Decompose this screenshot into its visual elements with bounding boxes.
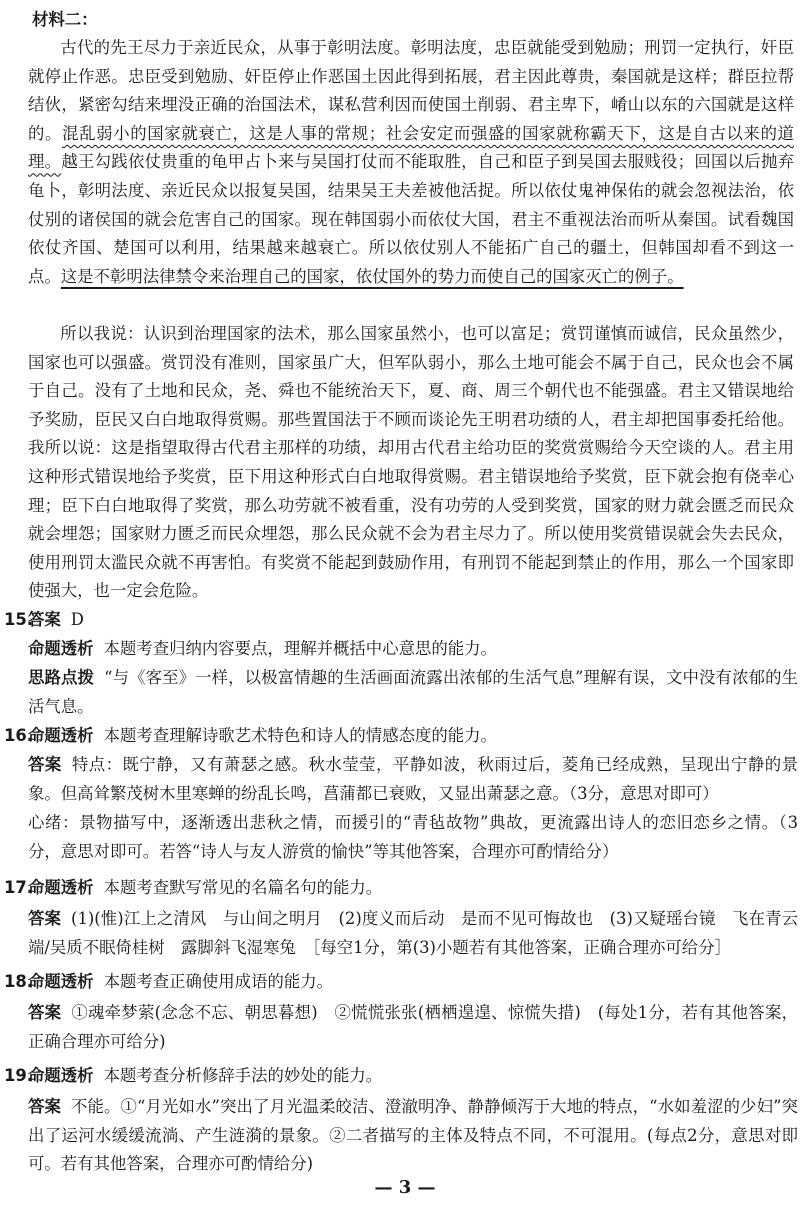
question-number: 17. bbox=[4, 878, 34, 897]
material-paragraph-2 bbox=[28, 320, 794, 606]
analysis-text: 本题考查分析修辞手法的妙处的能力。 bbox=[103, 1066, 383, 1085]
analysis-text: 本题考查理解诗歌艺术特色和诗人的情感态度的能力。 bbox=[103, 726, 497, 745]
answer-label: 答案 bbox=[28, 755, 62, 774]
answer-row bbox=[28, 999, 798, 1056]
question-number: 19. bbox=[4, 1066, 34, 1085]
material-paragraph-1 bbox=[28, 34, 794, 291]
question-number: 18. bbox=[4, 972, 34, 991]
analysis-row bbox=[28, 722, 798, 751]
question-number: 15. bbox=[4, 610, 34, 629]
answer-text: 特点：既宁静，又有萧瑟之感。秋水莹莹，平静如波，秋雨过后，菱角已经成熟，呈现出宁静的景象。但高耸繁茂树木里寒蝉的纷乱长鸣，菖蒲都已衰败，又显出萧瑟之意。（3分，意思对即可） bbox=[28, 755, 799, 803]
answer-text: (1)(惟)江上之清风 与山间之明月 (2)度义而后动 是而不见可悔故也 (3)又疑瑶台镜 飞在青云端/吴质不眠倚桂树 露脚斜飞湿寒兔 ［每空1分，第(3)小题若有其他答案，正确合理亦可给分］ bbox=[28, 909, 799, 957]
analysis-text: 本题考查默写常见的名篇名句的能力。 bbox=[103, 878, 383, 897]
analysis-label: 命题透析 bbox=[28, 639, 94, 658]
answer-row bbox=[28, 606, 798, 635]
hint-label: 思路点拨 bbox=[28, 668, 95, 687]
hint-row bbox=[28, 664, 798, 721]
paragraph-1-text: 古代的先王尽力于亲近民众，从事于彰明法度。彰明法度，忠臣就能受到勉励；刑罚一定执行，奸臣就停止作恶。忠臣受到勉励、奸臣停止作恶国土因此得到拓展，君主因此尊贵，秦国就是这样；群臣拉帮结伙，紧密勾结来埋没正确的治国法术，谋私营利因而使国土削弱、君主卑下，崤山以东的六国就是这样的。 bbox=[28, 38, 794, 143]
question-number: 16. bbox=[4, 726, 34, 745]
analysis-row bbox=[28, 635, 798, 664]
answer-label: 答案 bbox=[28, 1003, 62, 1022]
hint-text: “与《客至》一样，以极富情趣的生活画面流露出浓郁的生活气息”理解有误，文中没有浓郁的生活气息。 bbox=[28, 668, 798, 716]
analysis-label: 命题透析 bbox=[28, 972, 94, 991]
analysis-label: 命题透析 bbox=[28, 726, 94, 745]
analysis-text: 本题考查归纳内容要点，理解并概括中心意思的能力。 bbox=[103, 639, 497, 658]
answer-row bbox=[28, 905, 798, 962]
mood-text: 心绪：景物描写中，逐渐透出悲秋之情，而援引的“青毡故物”典故，更流露出诗人的恋旧恋乡之情。（3分，意思对即可。若答“诗人与友人游赏的愉快”等其他答案，合理亦可酌情给分） bbox=[28, 813, 798, 861]
analysis-label: 命题透析 bbox=[28, 1066, 94, 1085]
mood-row bbox=[28, 809, 798, 866]
answer-label: 答案 bbox=[28, 909, 62, 928]
answer-text: D bbox=[70, 610, 84, 629]
analysis-row bbox=[28, 968, 798, 997]
answer-label: 答案 bbox=[28, 610, 61, 629]
wavy-underlined-sentence: 混乱弱小的国家就衰亡，这是人事的常规；社会安定而强盛的国家就称霸天下，这是自古以来的道理。 bbox=[28, 123, 795, 172]
page-number: — 3 — bbox=[374, 1177, 436, 1198]
answer-label: 答案 bbox=[28, 1097, 62, 1116]
answer-row bbox=[28, 1093, 798, 1179]
answer-text: 不能。①“月光如水”突出了月光温柔皎洁、澄澈明净、静静倾泻于大地的特点，“水如羞涩的少妇”突出了运河水缓缓流淌、产生涟漪的景象。②二者描写的主体及特点不同，不可混用。(每点2分，意思对即可。若有其他答案，合理亦可酌情给分) bbox=[28, 1097, 799, 1174]
underlined-sentence: 这是不彰明法律禁令来治理自己的国家，依仗国外的势力而使自己的国家灭亡的例子。 bbox=[60, 266, 684, 286]
material-heading: 材料二： bbox=[32, 10, 98, 29]
analysis-text: 本题考查正确使用成语的能力。 bbox=[103, 972, 334, 991]
analysis-label: 命题透析 bbox=[28, 878, 94, 897]
answer-row bbox=[28, 751, 798, 808]
paragraph-2-text: 所以我说：认识到治理国家的法术，那么国家虽然小，也可以富足；赏罚谨慎而诚信，民众虽然少，国家也可以强盛。赏罚没有准则，国家虽广大，但军队弱小，那么土地可能会不属于自己，民众也会不属于自己。没有了土地和民众，尧、舜也不能统治天下，夏、商、周三个朝代也不能强盛。君主又错误地给予奖励，臣民又白白地取得赏赐。那些置国法于不顾而谈论先王明君功绩的人，君主却把国事委托给他。我所以说：这是指望取得古代君主那样的功绩，却用古代君主给功臣的奖赏赏赐给今天空谈的人。君主用这种形式错误地给予奖赏，臣下用这种形式白白地取得赏赐。君主错误地给予奖赏，臣下就会抱有侥幸心理；臣下白白地取得了奖赏，那么功劳就不被看重，没有功劳的人受到奖赏，国家的财力就会匮乏而民众就会埋怨；国家财力匮乏而民众埋怨，那么民众就不会为君主尽力了。所以使用奖赏错误就会失去民众，使用刑罚太滥民众就不再害怕。有奖赏不能起到鼓励作用，有刑罚不能起到禁止的作用，那么一个国家即使强大，也一定会危险。 bbox=[28, 324, 794, 601]
analysis-row bbox=[28, 874, 798, 903]
answer-text: ①魂牵梦萦(念念不忘、朝思暮想) ②慌慌张张(栖栖遑遑、惊慌失措) (每处1分，若有其他答案，正确合理亦可给分) bbox=[28, 1003, 799, 1051]
analysis-row bbox=[28, 1062, 798, 1091]
paragraph-1-text-cont: 越王勾践依仗贵重的龟甲占卜来与吴国打仗而不能取胜，自己和臣子到吴国去服贱役；回国以后抛弃龟卜，彰明法度、亲近民众以报复吴国，结果吴王夫差被他活捉。所以依仗鬼神保佑的就会忽视法治，依仗别的诸侯国的就会危害自己的国家。现在韩国弱小而依仗大国，君主不重视法治而听从秦国。试看魏国依仗齐国、楚国可以利用，结果越来越衰亡。所以依仗别人不能拓广自己的疆土，但韩国却看不到这一点。 bbox=[28, 152, 795, 286]
